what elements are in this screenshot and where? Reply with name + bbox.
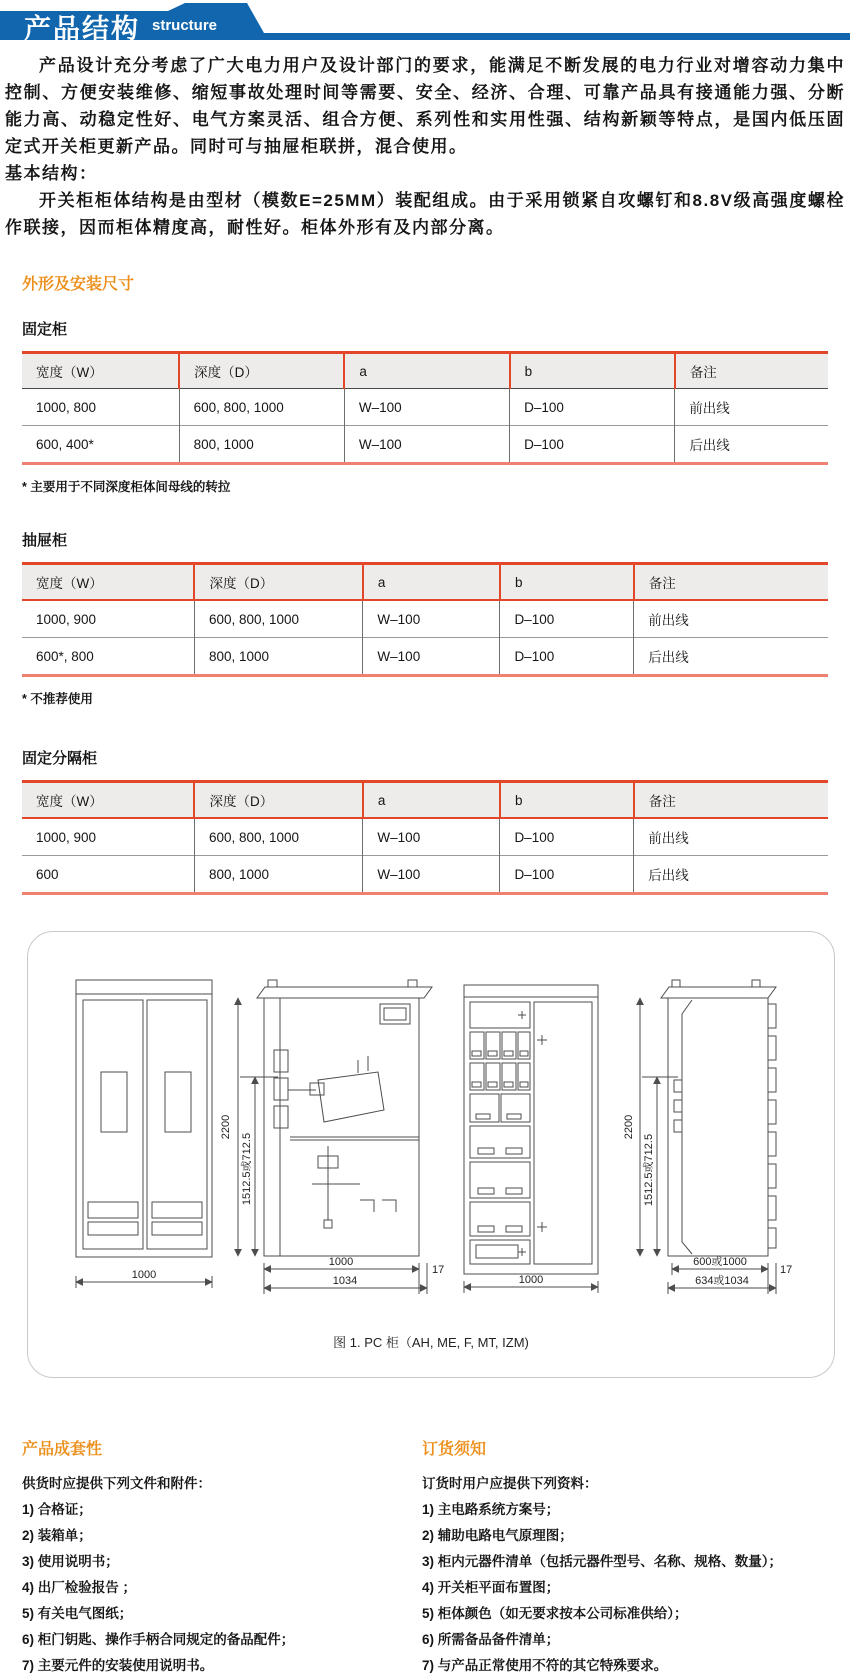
- fixed-cabinet-side-view-drawing: [220, 980, 444, 1294]
- col-header: a: [363, 564, 500, 601]
- table-title-fixed-partition-cabinet: 固定分隔柜: [22, 750, 98, 767]
- table-title-fixed-cabinet: 固定柜: [22, 321, 68, 338]
- cell: D–100: [500, 638, 634, 676]
- table-header-row: [22, 782, 828, 819]
- drawer-cabinet-table: [22, 562, 828, 677]
- fixed-partition-cabinet-table: [22, 780, 828, 895]
- col-header: 深度（D）: [194, 782, 362, 819]
- list-item: 4) 出厂检验报告 ；: [22, 1580, 137, 1595]
- col-header: 备注: [675, 353, 828, 389]
- list-item: 5) 有关电气图纸；: [22, 1606, 133, 1621]
- list-item: 2) 辅助电路电气原理图；: [422, 1528, 573, 1543]
- col-header: a: [363, 782, 500, 819]
- basic-structure-label: 基本结构：: [5, 164, 98, 183]
- table-title-drawer-cabinet: 抽屉柜: [22, 532, 68, 549]
- cell: D–100: [500, 856, 634, 894]
- cell: D–100: [500, 818, 634, 856]
- cell: 800, 1000: [194, 856, 362, 894]
- table-row: [22, 818, 828, 856]
- col-header: 备注: [634, 564, 828, 601]
- cell: D–100: [510, 426, 675, 464]
- drawer-cabinet-side-view-drawing: [623, 980, 792, 1294]
- table-header-row: [22, 564, 828, 601]
- list-item: 1) 合格证；: [22, 1502, 92, 1517]
- cell: 后出线: [634, 856, 828, 894]
- dim-side2-height2: 1512.5或712.5: [643, 1133, 655, 1207]
- dim-side1-width: 1000: [328, 1256, 354, 1268]
- cell: D–100: [510, 389, 675, 426]
- cell: 1000, 900: [22, 600, 194, 638]
- col-header: 宽度（W）: [36, 365, 103, 380]
- intro-section: [5, 52, 845, 241]
- dim-side2-t: 17: [780, 1264, 793, 1276]
- bottom-sections: [22, 1436, 828, 1679]
- table-row: [22, 600, 828, 638]
- cell: 1000, 900: [22, 818, 194, 856]
- table-row: [22, 389, 828, 426]
- cell: 600, 400*: [22, 426, 179, 464]
- list-item: 3) 使用说明书；: [22, 1554, 119, 1569]
- cell: 800, 1000: [179, 426, 344, 464]
- dim-side1-t: 17: [432, 1264, 445, 1276]
- list-item: 1) 主电路系统方案号；: [422, 1502, 560, 1517]
- cell: W–100: [363, 600, 500, 638]
- dim-side2-width: 600或1000: [693, 1256, 747, 1268]
- list-item: 7) 主要元件的安装使用说明书。: [22, 1658, 214, 1673]
- cell: W–100: [363, 856, 500, 894]
- completeness-intro: 供货时应提供下列文件和附件：: [22, 1476, 211, 1491]
- cell: 前出线: [634, 600, 828, 638]
- cell: D–100: [500, 600, 634, 638]
- list-item: 4) 开关柜平面布置图；: [422, 1580, 560, 1595]
- dim-side1-height2: 1512.5或712.5: [241, 1132, 253, 1206]
- table-row: [22, 426, 828, 464]
- cell: 600, 800, 1000: [179, 389, 344, 426]
- dim-front1-width: 1000: [131, 1269, 157, 1281]
- col-header: 深度（D）: [194, 564, 362, 601]
- table-note: * 不推荐使用: [22, 692, 93, 706]
- cell: W–100: [344, 389, 509, 426]
- col-header: b: [500, 564, 634, 601]
- list-item: 7) 与产品正常使用不符的其它特殊要求。: [422, 1658, 668, 1673]
- dim-side1-height: 2200: [220, 1114, 232, 1140]
- figure-panel: [27, 931, 835, 1378]
- dimensions-heading: 外形及安装尺寸: [22, 276, 135, 293]
- col-header: b: [500, 782, 634, 819]
- page-banner: [0, 0, 850, 44]
- cell: 600*, 800: [22, 638, 194, 676]
- dim-side2-width2: 634或1034: [695, 1275, 749, 1287]
- cell: W–100: [344, 426, 509, 464]
- table-row: [22, 638, 828, 676]
- list-item: 2) 装箱单；: [22, 1528, 92, 1543]
- table-note: * 主要用于不同深度柜体间母线的转拉: [22, 480, 231, 494]
- dimensions-section: [22, 271, 828, 895]
- cell: 前出线: [675, 389, 828, 426]
- table-row: [22, 856, 828, 894]
- intro-paragraph-2: 开关柜柜体结构是由型材（模数E=25MM）装配组成。由于采用锁紧自攻螺钉和8.8V级高强度螺栓作联接，因而柜体精度高，耐性好。柜体外形有及内部分离。: [5, 191, 845, 237]
- cell: 1000, 800: [22, 389, 179, 426]
- cell: 前出线: [634, 818, 828, 856]
- cell: 600, 800, 1000: [194, 600, 362, 638]
- completeness-heading: 产品成套性: [22, 1441, 103, 1458]
- product-completeness-section: [22, 1436, 422, 1679]
- ordering-intro: 订货时用户应提供下列资料：: [422, 1476, 598, 1491]
- cabinet-drawings: [28, 932, 836, 1332]
- cell: 后出线: [634, 638, 828, 676]
- page-title: 产品结构: [24, 14, 140, 44]
- col-header: b: [510, 353, 675, 389]
- fixed-cabinet-table: [22, 351, 828, 465]
- page-subtitle: structure: [152, 17, 218, 34]
- col-header: 备注: [634, 782, 828, 819]
- col-header: a: [344, 353, 509, 389]
- col-header: 宽度（W）: [36, 794, 103, 809]
- cell: 800, 1000: [194, 638, 362, 676]
- cell: W–100: [363, 638, 500, 676]
- fixed-cabinet-front-view-drawing: [76, 980, 212, 1288]
- dim-front2-width: 1000: [518, 1274, 544, 1286]
- list-item: 3) 柜内元器件清单（包括元器件型号、名称、规格、数量）；: [422, 1554, 783, 1569]
- ordering-heading: 订货须知: [422, 1441, 487, 1458]
- list-item: 6) 柜门钥匙、操作手柄合同规定的备品配件；: [22, 1632, 295, 1647]
- intro-paragraph-1: 产品设计充分考虑了广大电力用户及设计部门的要求，能满足不断发展的电力行业对增容动力集中控制、方便安装维修、缩短事故处理时间等需要、安全、经济、合理、可靠产品具有接通能力强、分断能力高、动稳定性好、电气方案灵活、组合方便、系列性和实用性强、结构新颖等特点，是国内低压固定式开关柜更新产品。同时可与抽屉柜联拼，混合使用。: [5, 56, 845, 156]
- list-item: 5) 柜体颜色（如无要求按本公司标准供给）；: [422, 1606, 688, 1621]
- cell: 后出线: [675, 426, 828, 464]
- col-header: 深度（D）: [179, 353, 344, 389]
- drawer-cabinet-front-view-drawing: [464, 985, 598, 1293]
- cell: W–100: [363, 818, 500, 856]
- cell: 600: [22, 856, 194, 894]
- dim-side2-height: 2200: [623, 1114, 635, 1140]
- figure-caption: 图 1. PC 柜（AH, ME, F, MT, IZM): [333, 1335, 529, 1350]
- dim-side1-width2: 1034: [332, 1275, 358, 1287]
- col-header: 宽度（W）: [36, 576, 103, 591]
- cell: 600, 800, 1000: [194, 818, 362, 856]
- table-header-row: [22, 353, 828, 389]
- list-item: 6) 所需备品备件清单；: [422, 1632, 560, 1647]
- ordering-notes-section: [422, 1436, 828, 1679]
